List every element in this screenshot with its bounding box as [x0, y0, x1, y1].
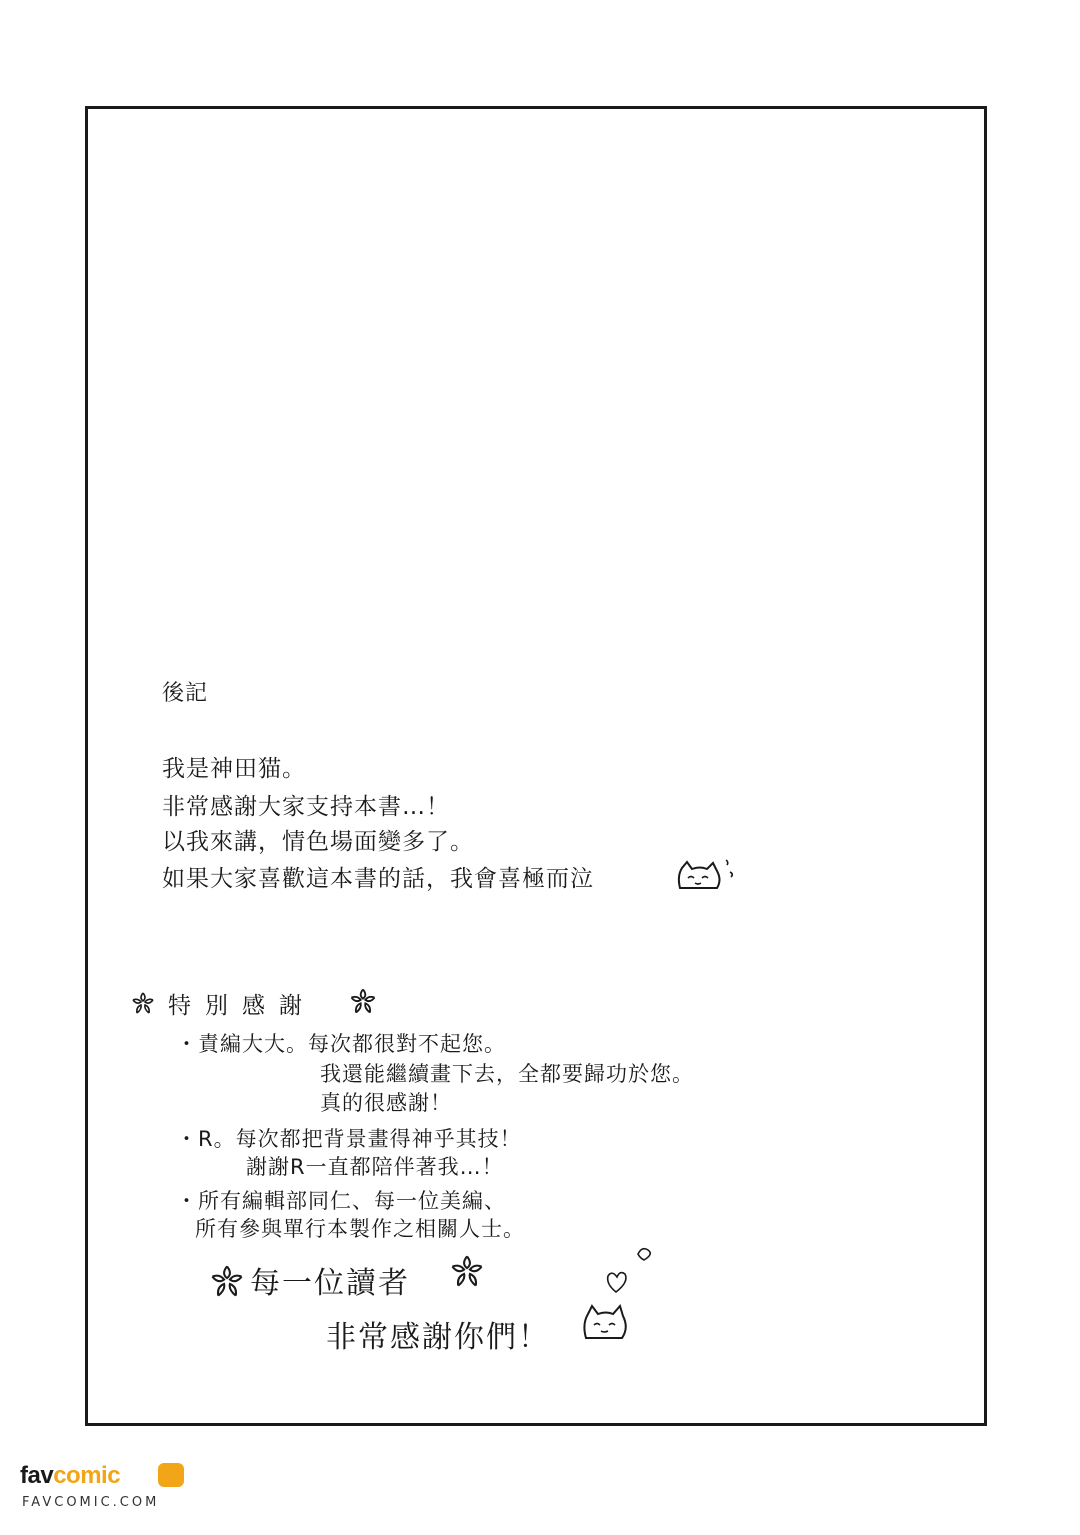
afterword-title: 後記: [162, 681, 209, 706]
thanks-item: ・R。每次都把背景畫得神乎其技！: [176, 1127, 522, 1151]
afterword-line: 以我來講，情色場面變多了。: [162, 829, 474, 855]
afterword-line: 如果大家喜歡這本書的話，我會喜極而泣: [162, 866, 594, 892]
thanks-item: 所有參與單行本製作之相關人士。: [195, 1217, 525, 1241]
afterword-line: 非常感謝大家支持本書…！: [162, 794, 450, 820]
flower-icon: [348, 986, 378, 1016]
thanks-item: ・所有編輯部同仁、每一位美編、: [176, 1189, 506, 1213]
logo-url: FAVCOMIC.COM: [22, 1495, 160, 1510]
logo-wordmark: favcomic: [20, 1462, 121, 1489]
flower-icon: [130, 990, 156, 1016]
heart-doodle-icon: [604, 1244, 664, 1300]
thanks-item: 謝謝R一直都陪伴著我…！: [246, 1155, 504, 1179]
flower-icon: [448, 1252, 486, 1290]
thanks-item: ・責編大大。每次都很對不起您。: [176, 1032, 506, 1056]
thanks-item: 我還能繼續畫下去，全都要歸功於您。: [320, 1062, 694, 1086]
logo-badge-icon: [158, 1463, 184, 1487]
special-thanks-heading: 特別感謝: [168, 993, 316, 1019]
readers-thanks: 非常感謝你們！: [326, 1320, 550, 1355]
thanks-item: 真的很感謝！: [320, 1091, 452, 1115]
readers-heading: 每一位讀者: [250, 1266, 410, 1301]
afterword-line: 我是神田猫。: [162, 756, 306, 782]
cat-face-doodle-icon: [674, 858, 740, 894]
cat-face-doodle-icon: [580, 1300, 630, 1344]
flower-icon: [208, 1262, 246, 1300]
